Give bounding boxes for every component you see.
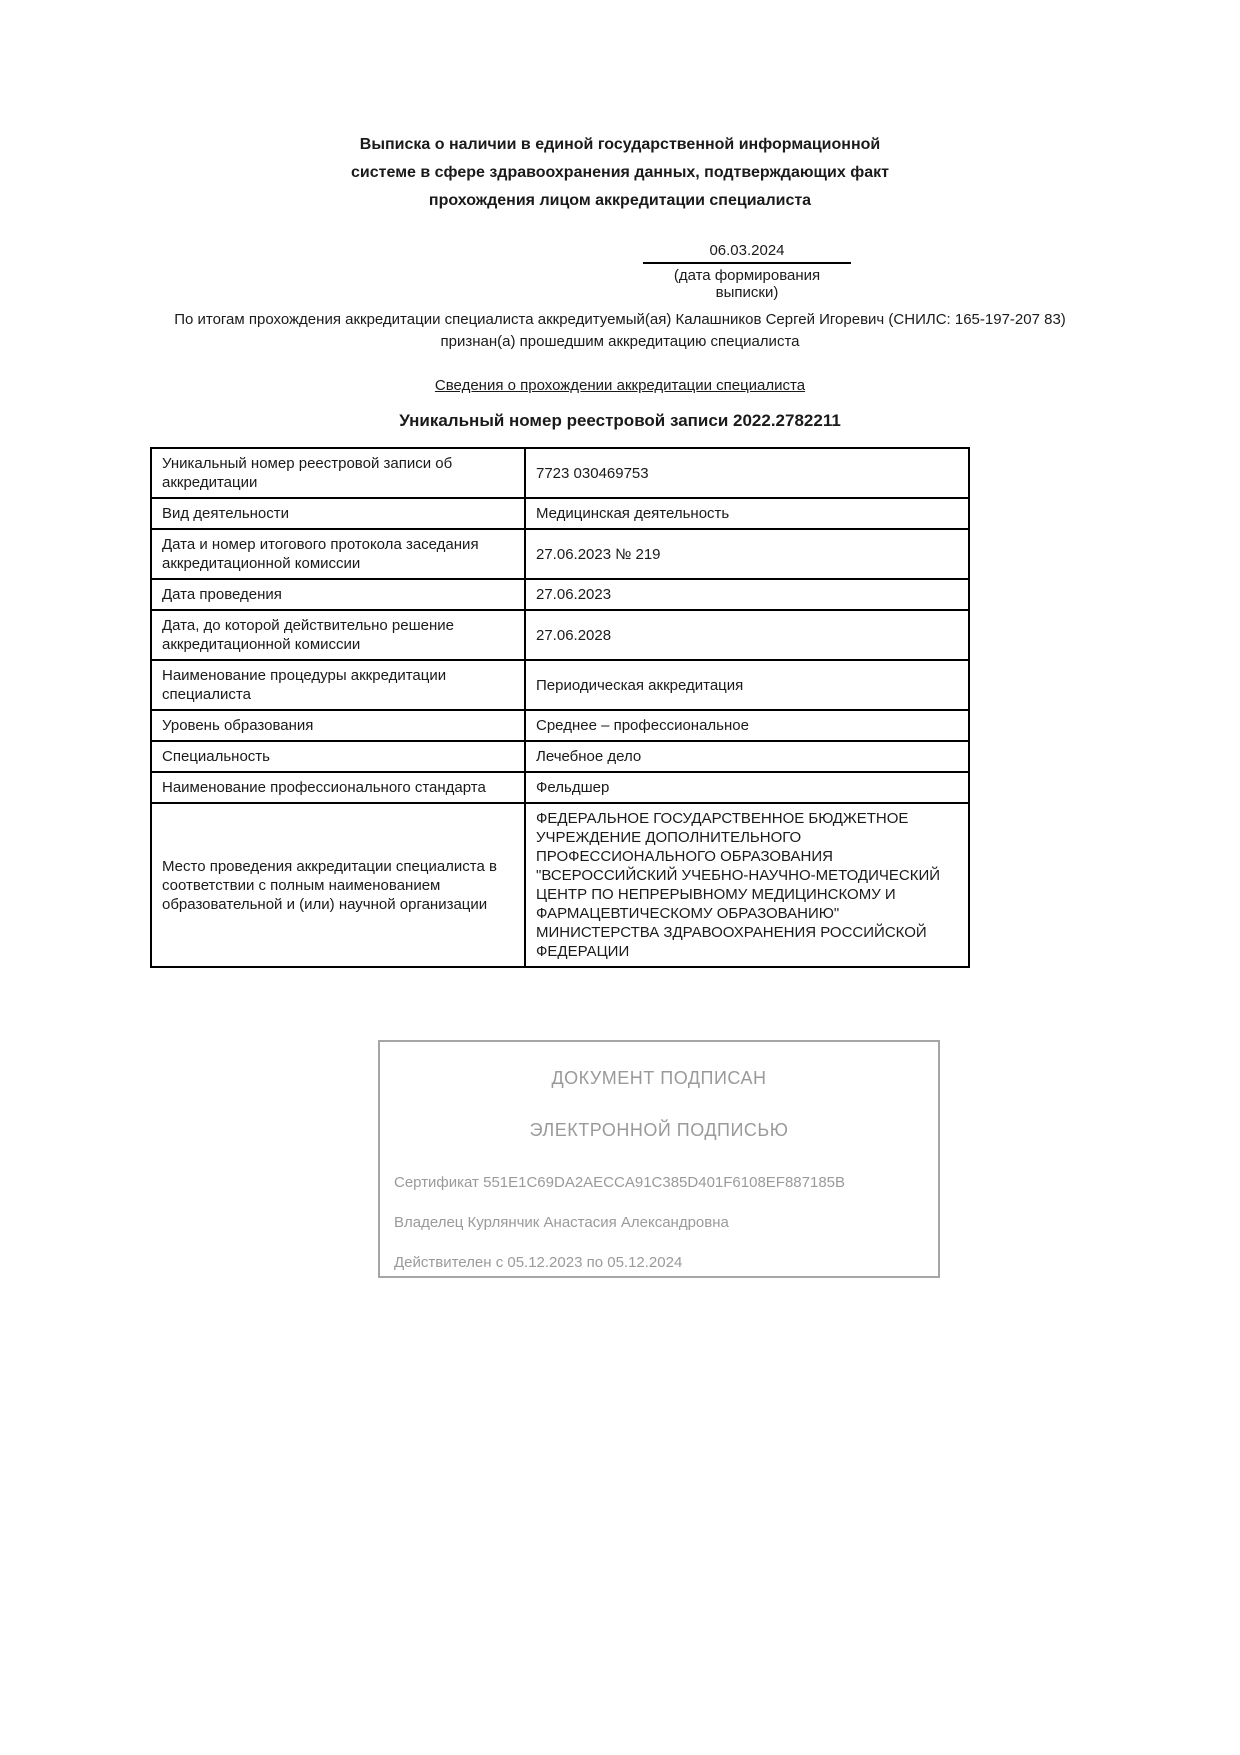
table-row-label: Дата проведения — [151, 579, 525, 610]
table-row-value: Лечебное дело — [525, 741, 969, 772]
signature-details — [394, 1173, 924, 1272]
table-row-value: 27.06.2023 № 219 — [525, 529, 969, 579]
table-row — [151, 498, 969, 529]
table-row-value: Периодическая аккредитация — [525, 660, 969, 710]
table-row — [151, 610, 969, 660]
table-row — [151, 772, 969, 803]
document-title-line-3: прохождения лицом аккредитации специалиста — [428, 192, 812, 209]
signature-title-line-2: ЭЛЕКТРОННОЙ ПОДПИСЬЮ — [529, 1120, 789, 1140]
table-row-value: 7723 030469753 — [525, 448, 969, 498]
table-row-label: Уровень образования — [151, 710, 525, 741]
table-row-label: Место проведения аккредитации специалиста в соответствии с полным наименованием образовательной и (или) научной организации — [151, 803, 525, 967]
table-row-label: Дата, до которой действительно решение аккредитационной комиссии — [151, 610, 525, 660]
signature-owner: Владелец Курлянчик Анастасия Александровна — [394, 1214, 729, 1231]
intro-line-1: По итогам прохождения аккредитации специалиста аккредитуемый(ая) Калашников Сергей Игоревич (СНИЛС: 165-197-207 83) — [174, 311, 1066, 328]
intro-paragraph — [100, 309, 1140, 353]
table-row-value: 27.06.2023 — [525, 579, 969, 610]
table-row-value: ФЕДЕРАЛЬНОЕ ГОСУДАРСТВЕННОЕ БЮДЖЕТНОЕ УЧРЕЖДЕНИЕ ДОПОЛНИТЕЛЬНОГО ПРОФЕССИОНАЛЬНОГО ОБРАЗОВАНИЯ "ВСЕРОССИЙСКИЙ УЧЕБНО-НАУЧНО-МЕТОДИЧЕСКИЙ ЦЕНТР ПО НЕПРЕРЫВНОМУ МЕДИЦИНСКОМУ И ФАРМАЦЕВТИЧЕСКОМУ ОБРАЗОВАНИЮ" МИНИСТЕРСТВА ЗДРАВООХРАНЕНИЯ РОССИЙСКОЙ ФЕДЕРАЦИИ — [525, 803, 969, 967]
table-row — [151, 660, 969, 710]
table-row-value: Фельдшер — [525, 772, 969, 803]
table-row-label: Наименование профессионального стандарта — [151, 772, 525, 803]
table-row-label: Дата и номер итогового протокола заседания аккредитационной комиссии — [151, 529, 525, 579]
accreditation-table — [150, 447, 970, 968]
table-row — [151, 741, 969, 772]
section-heading: Сведения о прохождении аккредитации специалиста — [434, 377, 806, 394]
extract-date-block — [643, 242, 851, 301]
table-row — [151, 710, 969, 741]
table-row-label: Наименование процедуры аккредитации специалиста — [151, 660, 525, 710]
table-row-value: Медицинская деятельность — [525, 498, 969, 529]
table-row — [151, 579, 969, 610]
signature-box — [378, 1040, 940, 1278]
registry-number-heading: Уникальный номер реестровой записи 2022.2782211 — [399, 411, 841, 430]
signature-certificate: Сертификат 551E1C69DA2AECCA91C385D401F6108EF887185B — [394, 1174, 846, 1191]
table-row-value: 27.06.2028 — [525, 610, 969, 660]
signature-validity: Действителен с 05.12.2023 по 05.12.2024 — [394, 1254, 683, 1271]
table-row — [151, 448, 969, 498]
signature-title-line-1: ДОКУМЕНТ ПОДПИСАН — [551, 1068, 767, 1088]
table-row-label: Уникальный номер реестровой записи об аккредитации — [151, 448, 525, 498]
table-row-label: Вид деятельности — [151, 498, 525, 529]
document-title-line-2: системе в сфере здравоохранения данных, подтверждающих факт — [351, 164, 889, 181]
table-row-value: Среднее – профессиональное — [525, 710, 969, 741]
table-row — [151, 529, 969, 579]
table-row-label: Специальность — [151, 741, 525, 772]
intro-line-2: признан(а) прошедшим аккредитацию специалиста — [440, 333, 800, 350]
extract-date-caption: (дата формирования выписки) — [673, 267, 821, 301]
extract-date: 06.03.2024 — [643, 242, 851, 264]
document-title — [0, 131, 1240, 215]
table-row — [151, 803, 969, 967]
document-title-line-1: Выписка о наличии в единой государственной информационной — [359, 136, 881, 153]
